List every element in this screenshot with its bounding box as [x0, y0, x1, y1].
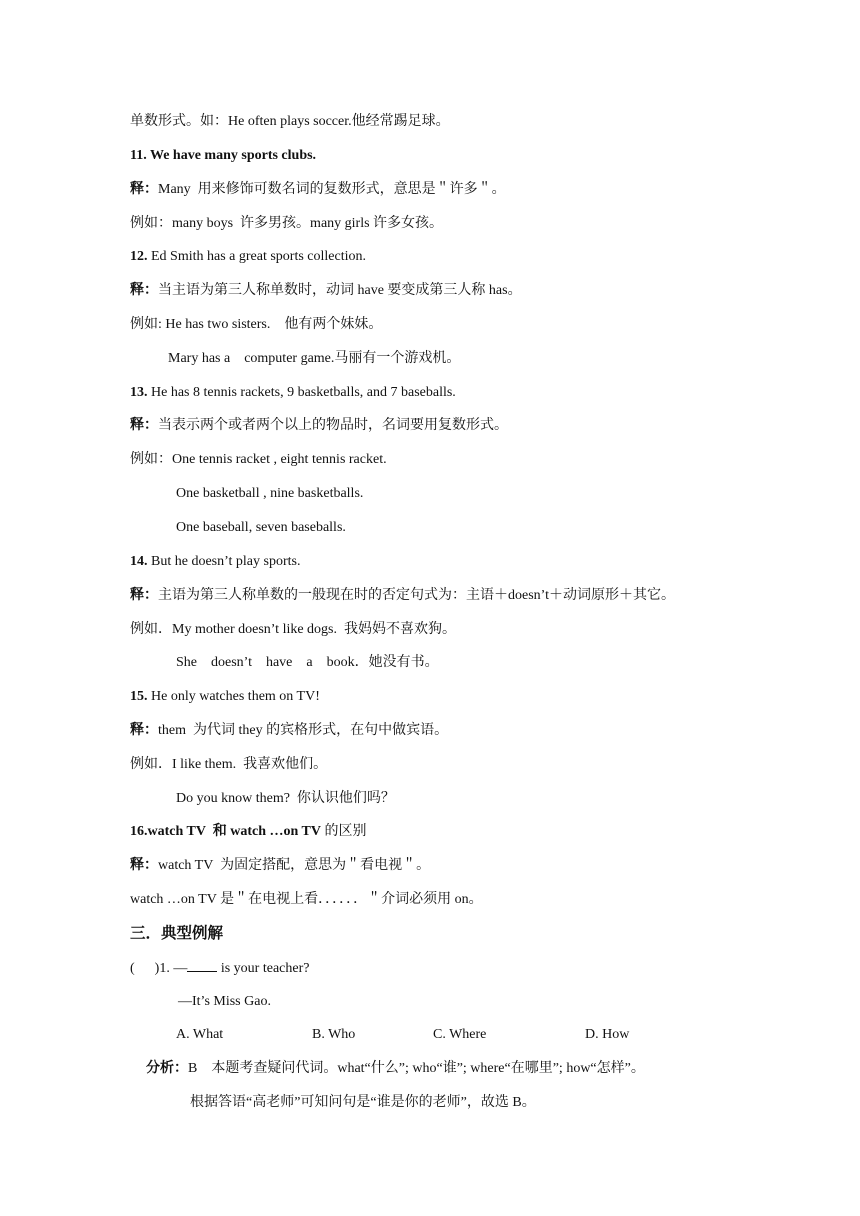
example-line: 例如：One tennis racket , eight tennis racket.	[130, 452, 387, 467]
item-number: 13.	[130, 385, 148, 400]
item-12-title	[130, 248, 366, 266]
explanation-text: 当表示两个或者两个以上的物品时，名词要用复数形式。	[158, 418, 508, 433]
item-15-title	[130, 688, 320, 706]
question-blank	[187, 959, 217, 972]
explanation-text: 当主语为第三人称单数时，动词 have 要变成第三人称 has。	[158, 283, 522, 298]
option-b[interactable]: B. Who	[312, 1027, 356, 1042]
explanation-tag: 释：	[130, 723, 158, 738]
item-text: But he doesn’t play sports.	[147, 554, 301, 569]
example-line: One baseball, seven baseballs.	[176, 520, 346, 535]
example-line: 例如．I like them. 我喜欢他们。	[130, 757, 328, 772]
explanation-line	[130, 417, 508, 435]
paren-open: (	[130, 961, 135, 976]
explanation-text: 主语为第三人称单数的一般现在时的否定句式为：主语＋doesn’t＋动词原形＋其它。	[158, 588, 675, 603]
example-line: 例如：many boys 许多男孩。many girls 许多女孩。	[130, 216, 444, 231]
explanation-tag: 释：	[130, 182, 158, 197]
explanation-text: watch TV 为固定搭配，意思为＂看电视＂。	[158, 858, 431, 873]
explanation-tag: 释：	[130, 588, 158, 603]
option-c[interactable]: C. Where	[433, 1027, 487, 1042]
explanation-tag: 释：	[130, 418, 158, 433]
analysis-continuation: 根据答语“高老师”可知问句是“谁是你的老师”，故选 B。	[190, 1095, 536, 1110]
item-14-title	[130, 553, 300, 571]
explanation-line	[130, 722, 448, 740]
example-line: 例如: He has two sisters. 他有两个妹妹。	[130, 317, 383, 332]
question-answer-line: —It’s Miss Gao.	[178, 994, 271, 1009]
option-a[interactable]: A. What	[176, 1027, 224, 1042]
explanation-line	[130, 587, 675, 605]
explanation-text: Many 用来修饰可数名词的复数形式，意思是＂许多＂。	[158, 182, 506, 197]
explanation-line	[130, 181, 506, 199]
explanation-tag: 释：	[130, 858, 158, 873]
explanation-text: them 为代词 they 的宾格形式，在句中做宾语。	[158, 723, 449, 738]
item-13-title	[130, 384, 456, 402]
question-number: )1. —	[154, 961, 188, 976]
item-title: 16.watch TV 和 watch …on TV	[130, 824, 321, 839]
item-number: 12.	[130, 249, 148, 264]
question-stem-text: is your teacher?	[217, 961, 310, 976]
example-line: One basketball , nine basketballs.	[176, 486, 364, 501]
explanation-line	[130, 282, 522, 300]
example-line: She doesn’t have a book．她没有书。	[176, 655, 439, 670]
item-number: 14.	[130, 554, 148, 569]
explanation-line	[130, 857, 430, 875]
item-11-title: 11. We have many sports clubs.	[130, 148, 317, 163]
item-text: He only watches them on TV!	[147, 689, 320, 704]
text-line: 单数形式。如：He often plays soccer.他经常踢足球。	[130, 114, 450, 129]
example-line: Do you know them? 你认识他们吗？	[176, 791, 395, 806]
analysis-line	[146, 1060, 645, 1078]
text-line: watch …on TV 是＂在电视上看．．．．．．＂介词必须用 on。	[130, 892, 483, 907]
analysis-tag: 分析：	[146, 1061, 188, 1076]
item-number: 15.	[130, 689, 148, 704]
example-line: Mary has a computer game.马丽有一个游戏机。	[168, 351, 461, 366]
item-16-title	[130, 823, 366, 841]
item-suffix: 的区别	[320, 824, 367, 839]
question-stem	[130, 959, 309, 978]
section-heading: 三．典型例解	[130, 924, 224, 942]
example-line: 例如．My mother doesn’t like dogs. 我妈妈不喜欢狗。	[130, 622, 457, 637]
item-text: Ed Smith has a great sports collection.	[147, 249, 367, 264]
item-text: He has 8 tennis rackets, 9 basketballs, and 7 baseballs.	[147, 385, 456, 400]
explanation-tag: 释：	[130, 283, 158, 298]
option-d[interactable]: D. How	[585, 1027, 630, 1042]
analysis-text: B 本题考查疑问代词。what“什么”; who“谁”; where“在哪里”; how“怎样”。	[188, 1061, 645, 1076]
